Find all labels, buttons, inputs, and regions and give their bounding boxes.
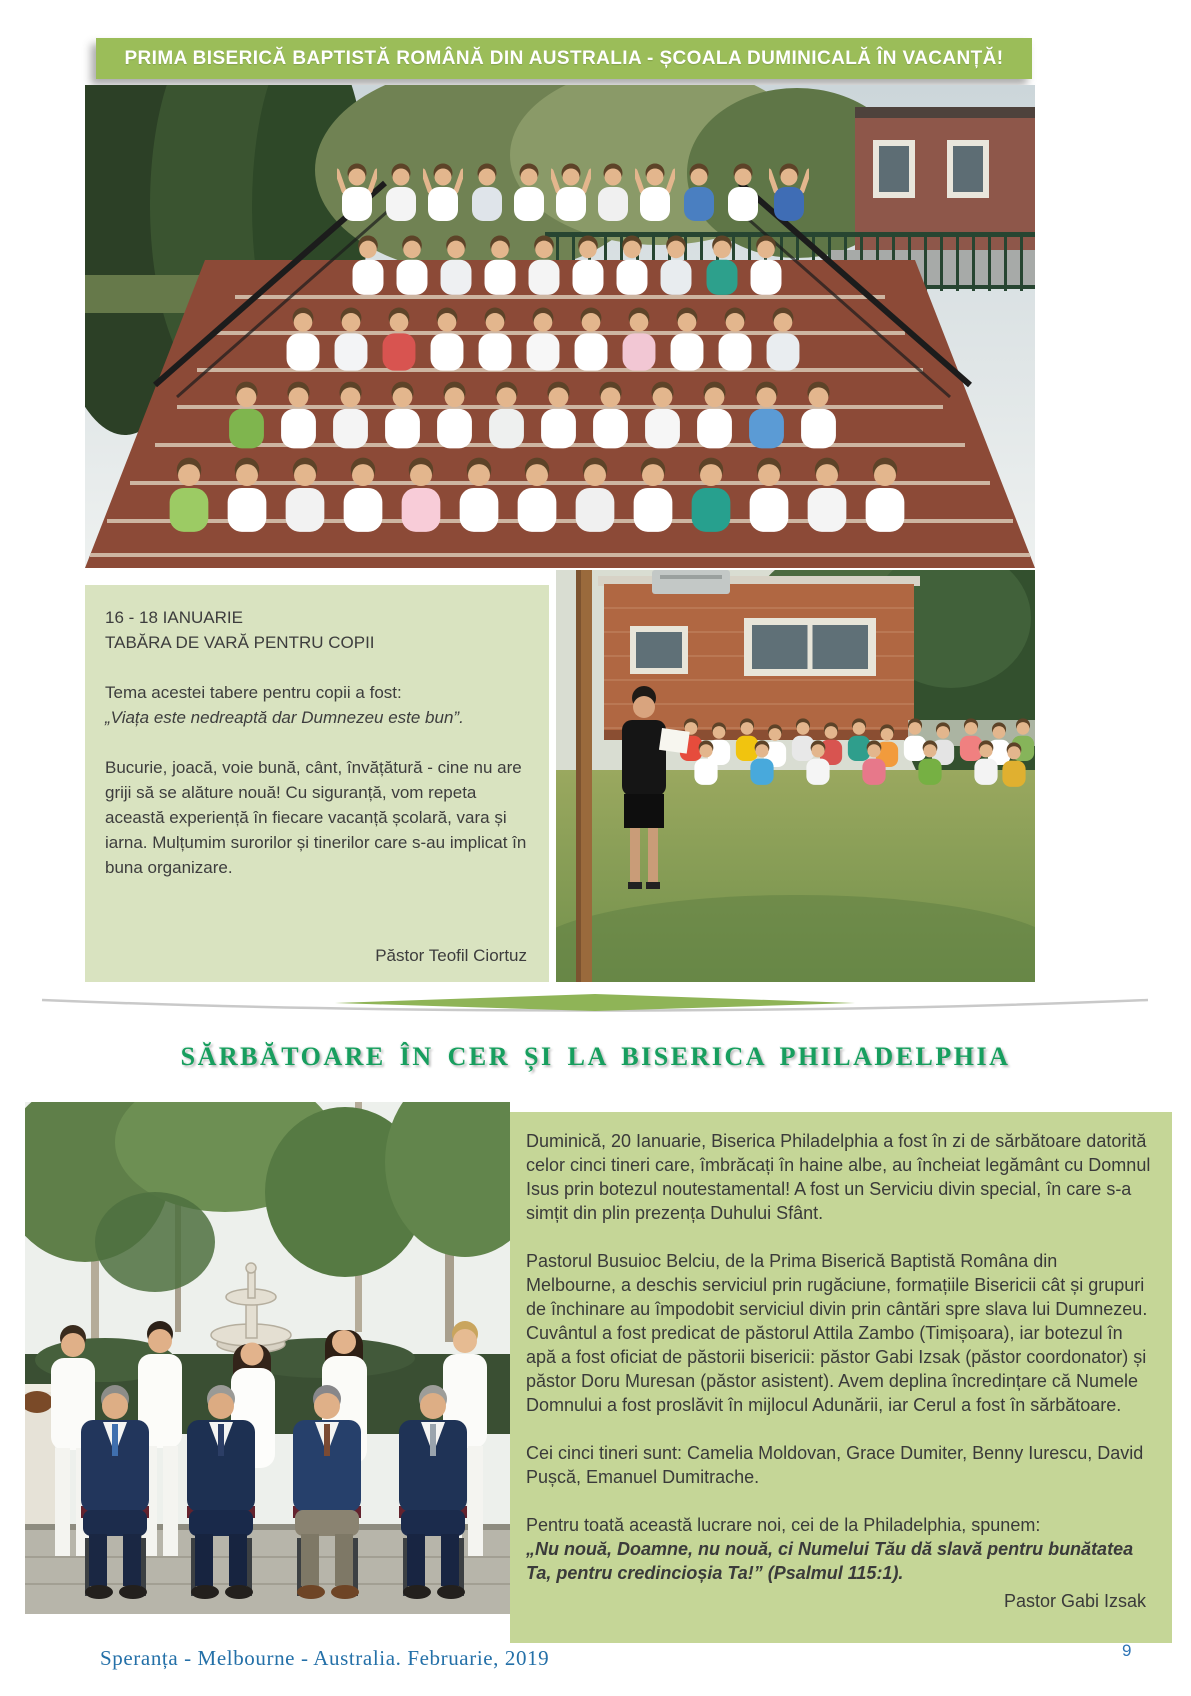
article-paragraph-1: Duminică, 20 Ianuarie, Biserica Philadelphia a fost în zi de sărbătoare datorită celor cinci tineri care, îmbrăcați în haine albe, au încheiat legământ cu Domnul Isus prin botezul noutestamental! A fost un Serviciu divin special, în care s-a simțit din plin prezența Duhului Sfânt. <box>526 1131 1151 1223</box>
article-paragraph-3: Cei cinci tineri sunt: Camelia Moldovan, Grace Dumiter, Benny Iurescu, David Pușcă, Emanuel Dumitrache. <box>526 1443 1144 1487</box>
divider-ornament <box>40 990 1150 1018</box>
philadelphia-article-panel <box>510 1112 1172 1643</box>
banner-title: PRIMA BISERICĂ BAPTISTĂ ROMÂNĂ DIN AUSTRALIA - ȘCOALA DUMINICALĂ ÎN VACANȚĂ! <box>124 47 1004 69</box>
section1-banner <box>96 38 1032 79</box>
camp-theme-quote: „Viața este nedreaptă dar Dumnezeu este bun”. <box>105 708 464 727</box>
section-divider <box>40 990 1150 1018</box>
photo-baptism-group-illustration <box>25 1102 510 1614</box>
camp-theme-intro: Tema acestei tabere pentru copii a fost: <box>105 683 402 702</box>
article-quote-intro: Pentru toată această lucrare noi, cei de la Philadelphia, spunem: <box>526 1515 1041 1535</box>
page-number: 9 <box>1122 1641 1132 1660</box>
camp-title-line: TABĂRA DE VARĂ PENTRU COPII <box>105 633 375 652</box>
photo-children-on-steps-illustration <box>85 85 1035 568</box>
section2-title: SĂRBĂTOARE ÎN CER ȘI LA BISERICA PHILADELPHIA <box>180 1042 1011 1071</box>
photo-camp-lawn <box>556 570 1035 982</box>
camp-signature: Păstor Teofil Ciortuz <box>375 946 527 965</box>
camp-body-text: Bucurie, joacă, voie bună, cânt, învățătură - cine nu are griji să se alăture nouă! Cu siguranță, vom repeta această experiență în fiecare vacanță școlară, vara și iarna. Mulțumim surorilor și tinerilor care s-au implicat în buna organizare. <box>105 758 527 877</box>
photo-camp-lawn-illustration <box>556 570 1035 982</box>
footer-issue-line: Speranța - Melbourne - Australia. Februarie, 2019 <box>100 1646 550 1670</box>
photo-children-on-steps <box>85 85 1035 568</box>
article-paragraph-2: Pastorul Busuioc Belciu, de la Prima Biserică Baptistă Româna din Melbourne, a deschis serviciul prin rugăciune, formațiile Bisericii cât și grupuri de închinare au împodobit serviciul divin prin cântări spre slava lui Dumnezeu. Cuvântul a fost predicat de păstorul Attila Zambo (Timișoara), iar botezul în apă a fost oficiat de păstorii bisericii: păstor Gabi Izsak (păstor coordonator) și păstor Doru Muresan (păstor asistent). Avem deplina încredințare că Numele Domnului a fost proslăvit în mijlocul Adunării, iar Cerul a fost în sărbătoare. <box>526 1251 1148 1415</box>
article-signature: Pastor Gabi Izsak <box>1003 1591 1146 1611</box>
photo-baptism-group <box>25 1102 510 1614</box>
camp-info-box <box>85 585 549 982</box>
article-psalm-quote: „Nu nouă, Doamne, nu nouă, ci Numelui Tău dă slavă pentru bunătatea Ta, pentru credincioșia Ta!” (Psalmul 115:1). <box>526 1539 1134 1583</box>
camp-date-line: 16 - 18 IANUARIE <box>105 608 243 627</box>
